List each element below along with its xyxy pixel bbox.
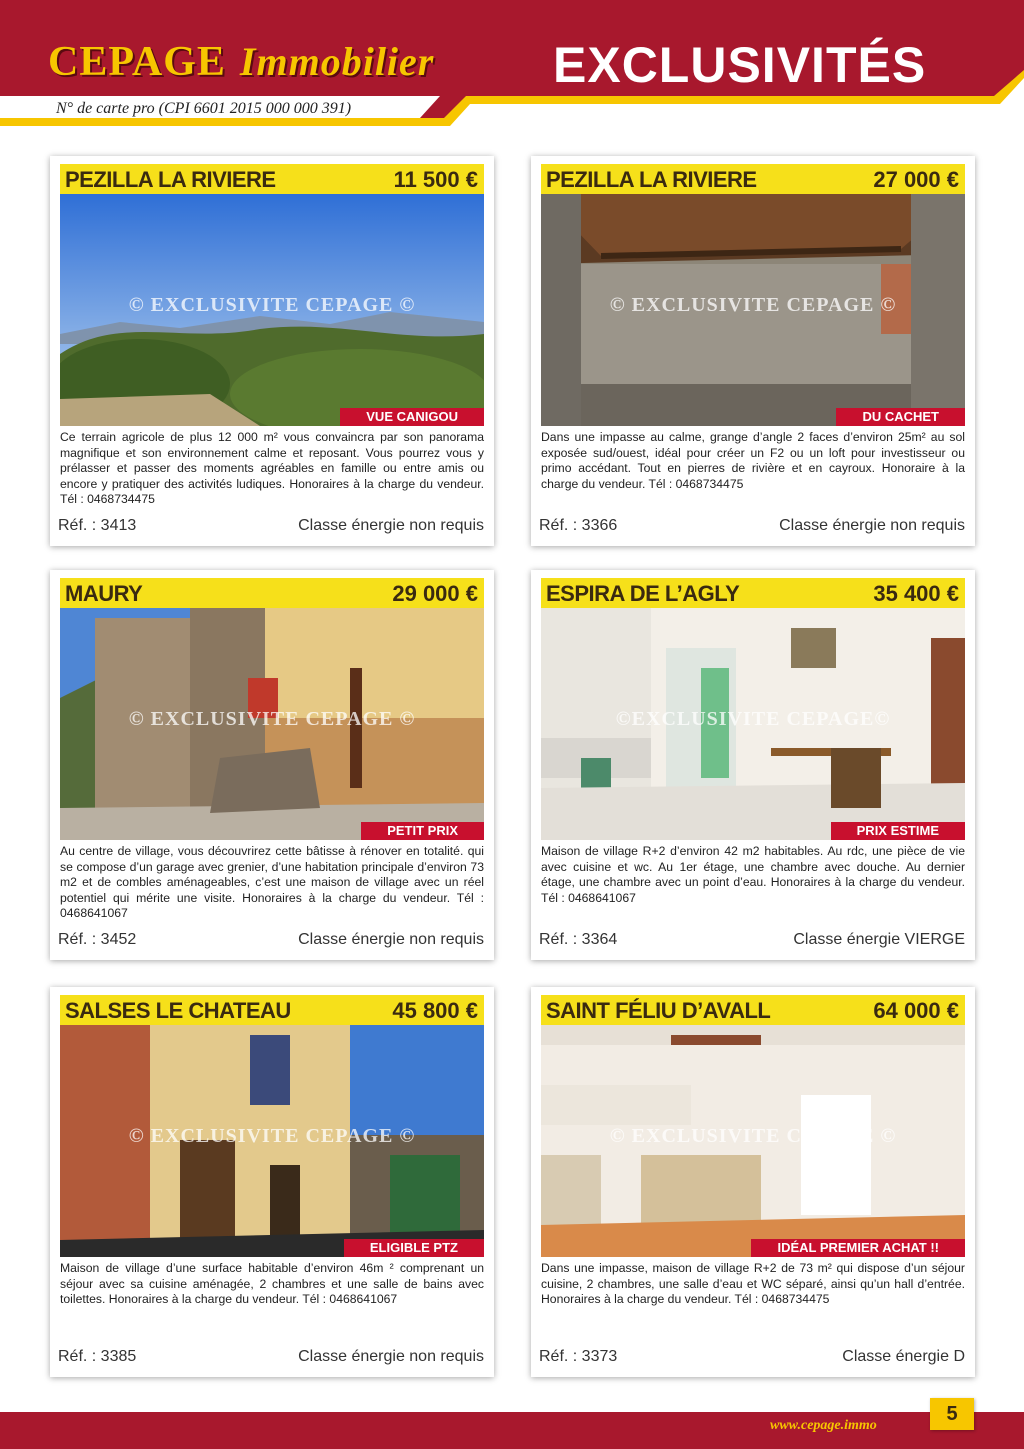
photo-watermark: © EXCLUSIVITE CEPAGE © bbox=[128, 1125, 416, 1147]
listing-energy-class: Classe énergie non requis bbox=[779, 517, 965, 534]
brand-logo[interactable] bbox=[48, 38, 434, 86]
listing-price: 45 800 € bbox=[392, 998, 478, 1023]
listing-ref: Réf. : 3366 bbox=[539, 517, 618, 534]
listing-energy-class: Classe énergie non requis bbox=[298, 931, 484, 948]
listing-city: PEZILLA LA RIVIERE bbox=[546, 167, 757, 192]
listing-photo[interactable] bbox=[60, 1025, 484, 1257]
listing-price: 29 000 € bbox=[392, 581, 478, 606]
page-header bbox=[0, 0, 1024, 130]
listing-tag: PRIX ESTIME bbox=[831, 822, 965, 840]
listing-title-bar bbox=[541, 578, 965, 608]
listing-tag: VUE CANIGOU bbox=[340, 408, 484, 426]
listing-city: MAURY bbox=[65, 581, 143, 606]
listing-card[interactable] bbox=[50, 570, 494, 960]
listing-energy-class: Classe énergie non requis bbox=[298, 517, 484, 534]
listing-tag: ELIGIBLE PTZ bbox=[344, 1239, 484, 1257]
listing-photo[interactable] bbox=[541, 608, 965, 840]
listing-city: SAINT FÉLIU D’AVALL bbox=[546, 998, 771, 1023]
listing-card[interactable] bbox=[531, 570, 975, 960]
listing-ref: Réf. : 3413 bbox=[58, 517, 137, 534]
brand-name: CEPAGE bbox=[48, 39, 226, 85]
listing-energy-class: Classe énergie D bbox=[842, 1348, 965, 1365]
listing-energy-class: Classe énergie non requis bbox=[298, 1348, 484, 1365]
listing-energy-class: Classe énergie VIERGE bbox=[793, 931, 965, 948]
listing-tag: DU CACHET bbox=[836, 408, 965, 426]
listing-card[interactable] bbox=[531, 156, 975, 546]
listing-city: ESPIRA DE L’AGLY bbox=[546, 581, 740, 606]
listing-description: Au centre de village, vous découvrirez cette bâtisse à rénover en totalité. qui se compose d’un garage avec grenier, d’une habitation principale d’environ 73 m2 et de combles aménageables, c’est une maison de village avec un réel potentiel qui mérite une visite. Honoraires à la charge du vendeur. Tél : 0468641067 bbox=[60, 844, 484, 920]
listing-city: SALSES LE CHATEAU bbox=[65, 998, 291, 1023]
listing-title-bar bbox=[541, 164, 965, 194]
brand-sub: Immobilier bbox=[239, 39, 435, 84]
listing-title-bar bbox=[541, 995, 965, 1025]
listing-card[interactable] bbox=[531, 987, 975, 1377]
listing-city: PEZILLA LA RIVIERE bbox=[65, 167, 276, 192]
carte-pro-number: N° de carte pro (CPI 6601 2015 000 000 391) bbox=[56, 100, 352, 117]
listing-description: Dans une impasse au calme, grange d’angle 2 faces d’environ 25m² au sol exposée sud/ouest, idéal pour créer un F2 ou un loft pour investisseur ou primo accédant. Tout en pierres de rivière et en cayroux. Honoraire à la charge du vendeur. Tél : 0468734475 bbox=[541, 430, 965, 491]
listing-title-bar bbox=[60, 995, 484, 1025]
listing-title-bar bbox=[60, 164, 484, 194]
listing-ref: Réf. : 3385 bbox=[58, 1348, 137, 1365]
listing-price: 11 500 € bbox=[393, 167, 478, 192]
listing-ref: Réf. : 3364 bbox=[539, 931, 618, 948]
listing-price: 27 000 € bbox=[873, 167, 959, 192]
page-number: 5 bbox=[930, 1398, 974, 1430]
listing-card[interactable] bbox=[50, 987, 494, 1377]
listing-price: 64 000 € bbox=[873, 998, 959, 1023]
listing-tag: IDÉAL PREMIER ACHAT !! bbox=[751, 1239, 965, 1257]
listing-description: Ce terrain agricole de plus 12 000 m² vous convaincra par son panorama magnifique et son environnement calme et reposant. Vous pourrez vous y prélasser et passer des moments agréables en famille ou entre amis ou encore y pratiquer des activités ludiques. Honoraires à la charge du vendeur. Tél : 0468734475 bbox=[60, 430, 484, 506]
photo-watermark: ©EXCLUSIVITE CEPAGE© bbox=[615, 708, 891, 730]
listing-price: 35 400 € bbox=[873, 581, 959, 606]
listing-photo[interactable] bbox=[541, 194, 965, 426]
page-title: EXCLUSIVITÉS bbox=[553, 37, 927, 93]
photo-watermark: © EXCLUSIVITE CEPAGE © bbox=[128, 294, 416, 316]
listing-ref: Réf. : 3373 bbox=[539, 1348, 618, 1365]
photo-watermark: © EXCLUSIVITE CEPAGE © bbox=[609, 1125, 897, 1147]
listing-title-bar bbox=[60, 578, 484, 608]
listing-description: Maison de village d’une surface habitable d’environ 46m ² comprenant un séjour avec sa cuisine aménagée, 2 chambres et une salle de bains avec toilettes. Honoraires à la charge du vendeur. Tél : 0468641067 bbox=[60, 1261, 484, 1306]
photo-watermark: © EXCLUSIVITE CEPAGE © bbox=[609, 294, 897, 316]
photo-watermark: © EXCLUSIVITE CEPAGE © bbox=[128, 708, 416, 730]
listing-photo[interactable] bbox=[60, 194, 484, 426]
listing-description: Maison de village R+2 d’environ 42 m2 habitables. Au rdc, une pièce de vie avec cuisine et wc. Au 1er étage, une chambre avec douche. Au dernier étage, une chambre avec un point d’eau. Honoraires à la charge du vendeur. Tél : 0468641067 bbox=[541, 844, 965, 905]
listing-ref: Réf. : 3452 bbox=[58, 931, 137, 948]
website-link[interactable]: www.cepage.immo bbox=[770, 1418, 877, 1433]
listing-card[interactable] bbox=[50, 156, 494, 546]
listing-tag: PETIT PRIX bbox=[361, 822, 484, 840]
listing-description: Dans une impasse, maison de village R+2 de 73 m² qui dispose d’un séjour cuisine, 2 chambres, une salle d’eau et WC séparé, ainsi qu’un hall d’entrée. Honoraires à la charge du vendeur. Tél : 0468734475 bbox=[541, 1261, 965, 1306]
listing-photo[interactable] bbox=[541, 1025, 965, 1257]
listing-photo[interactable] bbox=[60, 608, 484, 840]
